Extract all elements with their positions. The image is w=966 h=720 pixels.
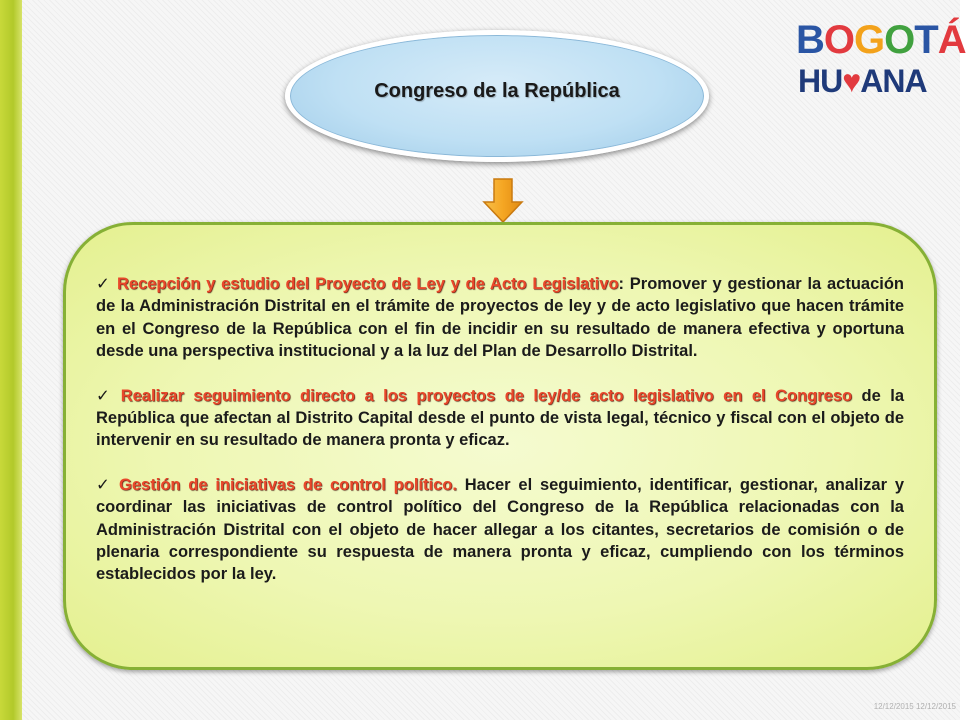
- bullet-item: [96, 273, 904, 363]
- down-arrow-icon: [482, 178, 524, 224]
- logo-line-1: BOGOTÁ: [796, 18, 966, 62]
- checkmark-icon: ✓: [96, 386, 115, 405]
- footer-date: 12/12/2015 12/12/2015: [873, 702, 956, 711]
- bullet-item: [96, 474, 904, 586]
- bullet-text: de la República que afectan al Distrito Capital desde el punto de vista legal, técnico y fiscal con el objeto de intervenir en su resultado de manera pronta y eficaz.: [96, 386, 905, 450]
- bullet-highlight: Recepción y estudio del Proyecto de Ley y de Acto Legislativo: [116, 275, 619, 293]
- logo-line-2: HU♥ANA: [798, 63, 927, 99]
- bogota-humana-logo: [796, 18, 966, 100]
- checkmark-icon: ✓: [96, 475, 114, 494]
- slide-title: Congreso de la República: [374, 80, 620, 102]
- checkmark-icon: ✓: [96, 275, 111, 293]
- left-accent-bar: [0, 0, 22, 720]
- content-text: [96, 273, 904, 608]
- bullet-text: : Promover y gestionar la actuación de la Administración Distrital en el trámite de proyectos de ley y de acto legislativo que hacen trámite en el Congreso de la República con el fin de incidir en su resultado de manera efectiva y oportuna desde una perspectiva institucional y a la luz del Plan de Desarrollo Distrital.: [96, 275, 904, 361]
- bullet-text: Hacer el seguimiento, identificar, gestionar, analizar y coordinar las iniciativas de control político del Congreso de la República relacionadas con la Administración Distrital con el objeto de hacer allegar a los citantes, secretarios de comisión o de plenaria correspondiente su respuesta de manera pronta y eficaz, cumpliendo con los términos establecidos por la ley.: [96, 475, 905, 584]
- bullet-item: [96, 385, 904, 452]
- bullet-highlight: Gestión de iniciativas de control político.: [119, 475, 457, 494]
- bullet-highlight: Realizar seguimiento directo a los proyectos de ley/de acto legislativo en el Congreso: [120, 386, 853, 405]
